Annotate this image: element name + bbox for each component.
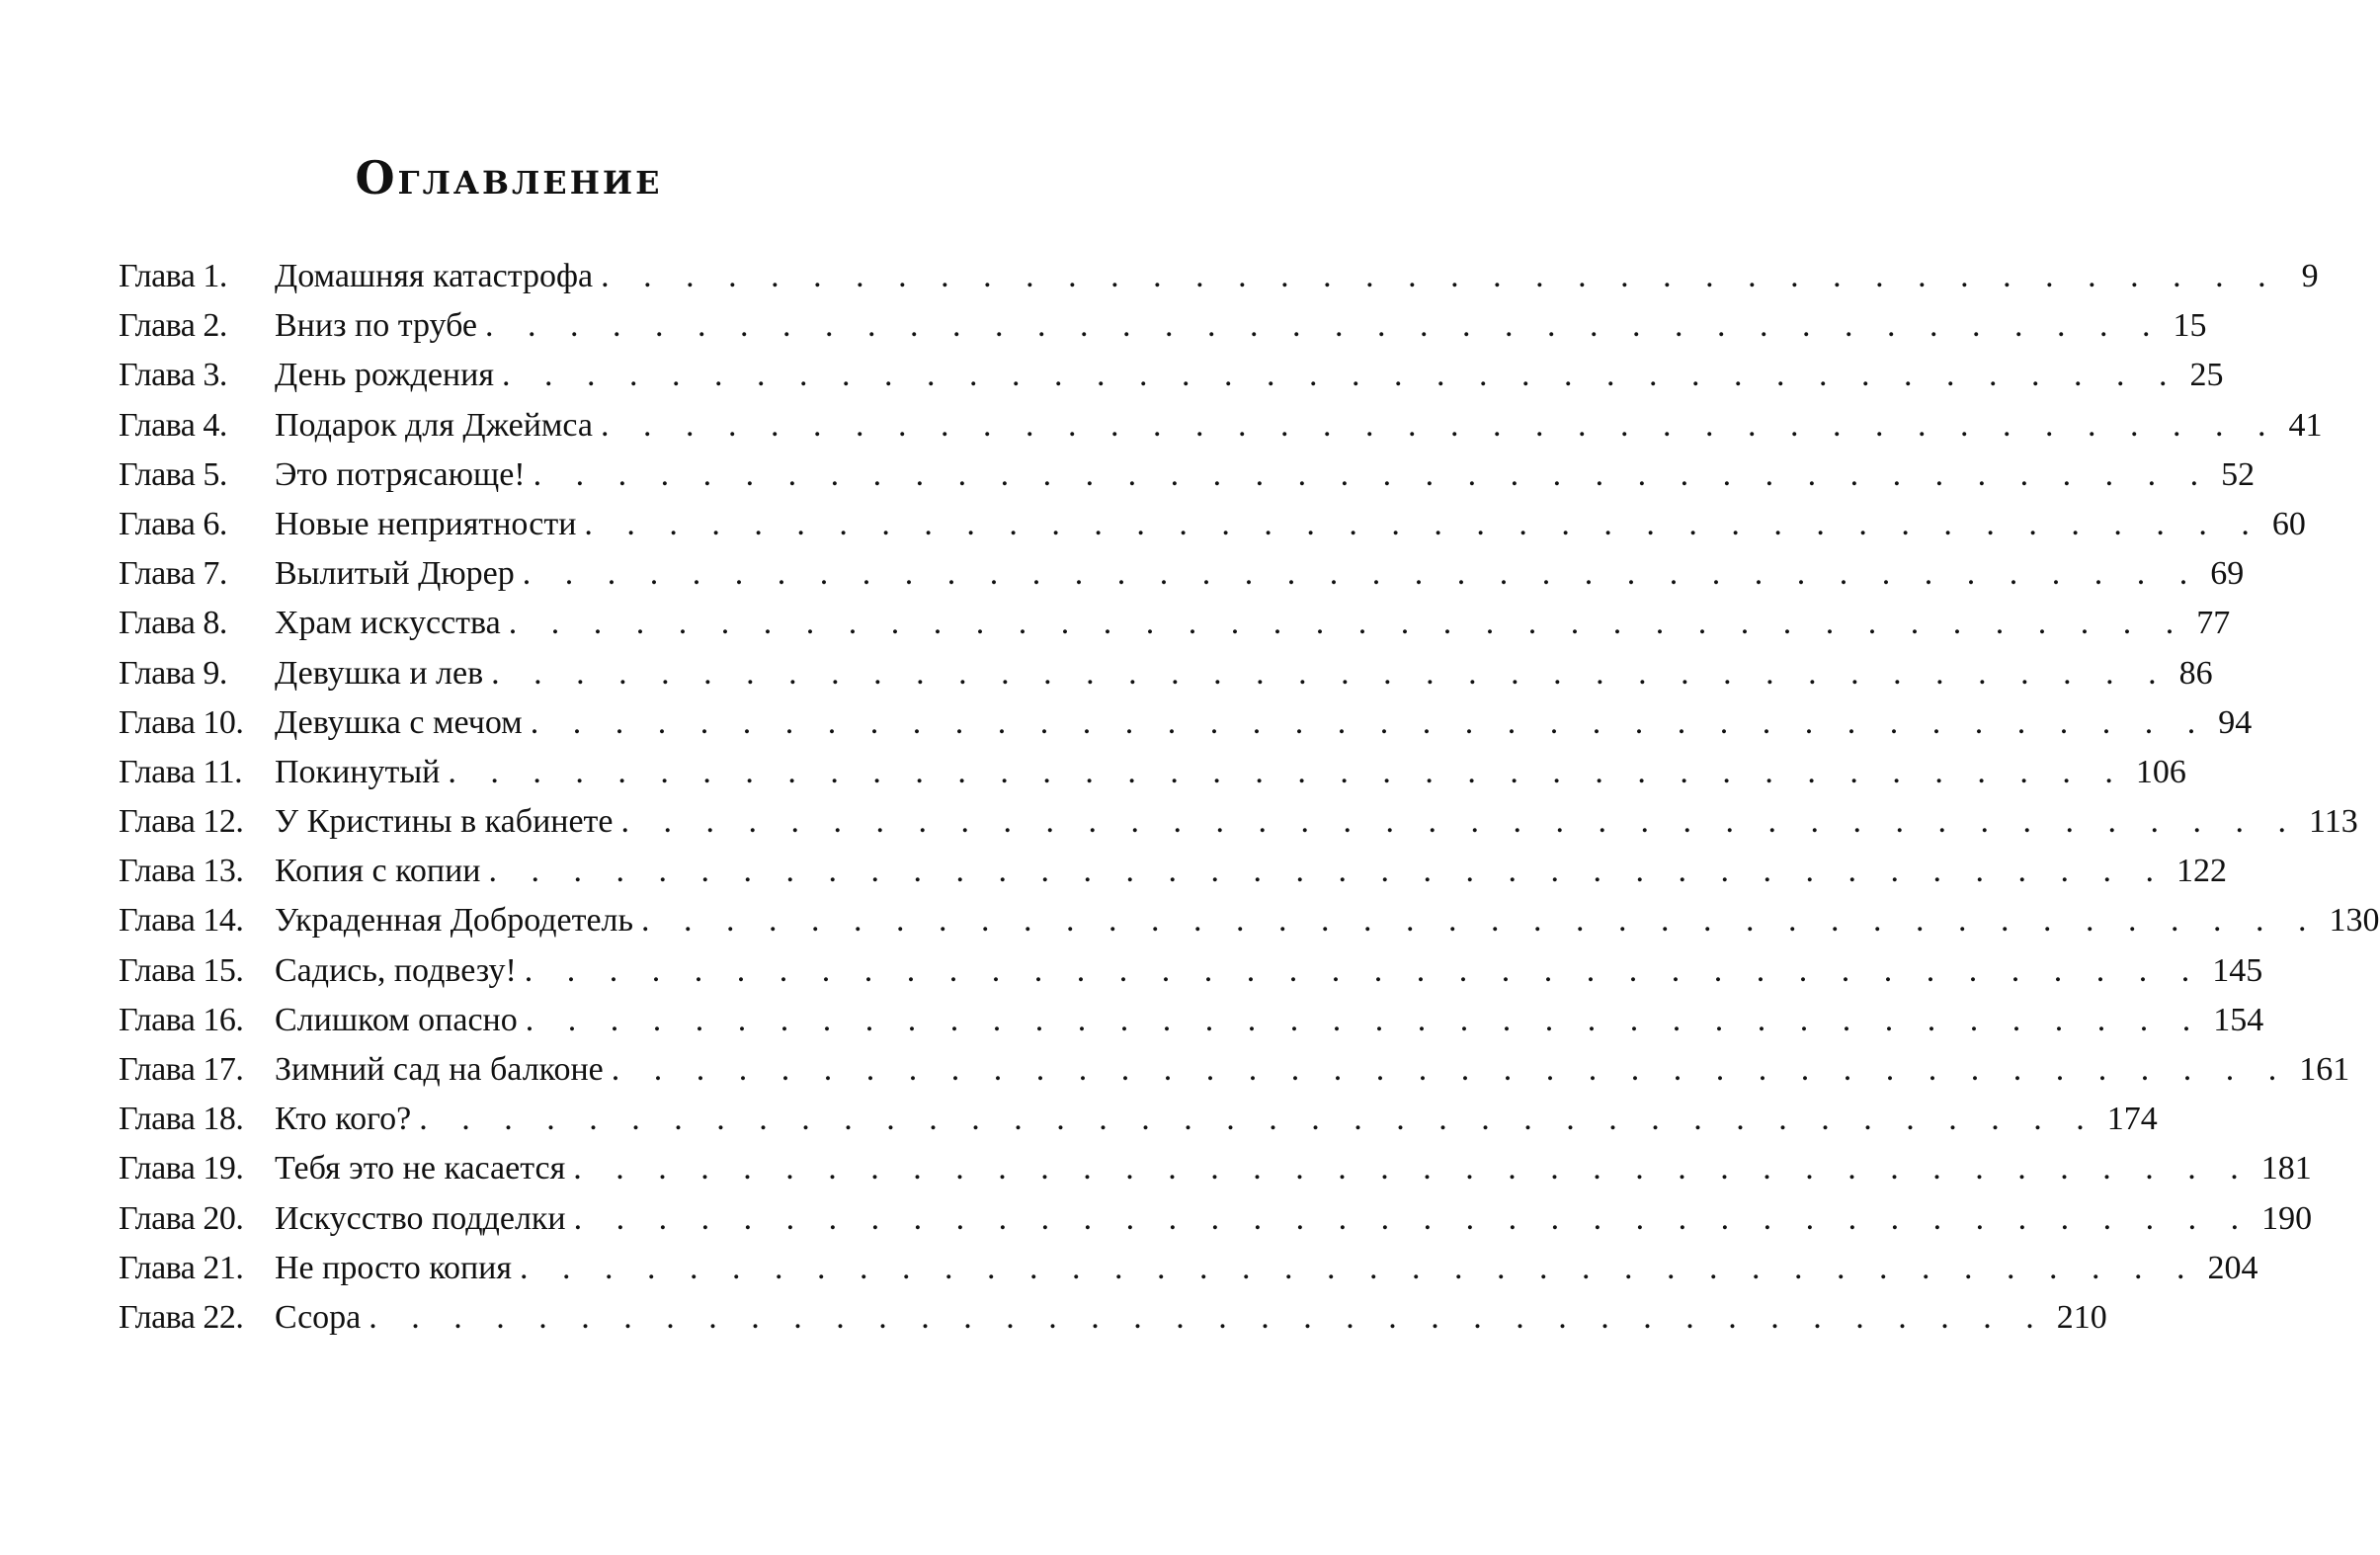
- page-number: 77: [2196, 605, 2231, 642]
- toc-entry: [119, 896, 2380, 945]
- dot-leader: . . . . . . . . . . . . . . . . . . . . . . . . . . . . . . . . . . . . . . . .: [501, 357, 2180, 394]
- chapter-label: Глава 17.: [119, 1051, 244, 1088]
- dot-leader: . . . . . . . . . . . . . . . . . . . . . . . . . . . . . . . . . . . . . . . .: [491, 654, 2170, 692]
- dot-leader: . . . . . . . . . . . . . . . . . . . . . . . . . . . . . . . . . . . . . . . .: [419, 1101, 2097, 1138]
- page-number: 25: [2189, 357, 2224, 394]
- chapter-title: Зимний сад на балконе: [275, 1051, 604, 1088]
- dot-leader: . . . . . . . . . . . . . . . . . . . . . . . . . . . . . . . . . . . . . . . .: [488, 853, 2167, 890]
- dot-leader: . . . . . . . . . . . . . . . . . . . . . . . . . . . . . . . . . . . . . . . .: [641, 902, 2320, 940]
- page-number: 190: [2261, 1199, 2313, 1237]
- chapter-label: Глава 10.: [119, 703, 244, 741]
- toc-entry: [119, 797, 2358, 847]
- chapter-title: Кто кого?: [275, 1101, 412, 1138]
- chapter-label: Глава 19.: [119, 1150, 244, 1187]
- chapter-title: Новые неприятности: [275, 505, 577, 542]
- dot-leader: . . . . . . . . . . . . . . . . . . . . . . . . . . . . . . . . . . . . . . . .: [530, 703, 2209, 741]
- toc-entry: [119, 351, 2224, 400]
- dot-leader: . . . . . . . . . . . . . . . . . . . . . . . . . . . . . . . . . . . . . . . .: [369, 1298, 2047, 1336]
- toc-entry: [119, 1095, 2158, 1144]
- chapter-label: Глава 1.: [119, 258, 227, 294]
- page-number: 122: [2175, 853, 2227, 890]
- chapter-title: Вылитый Дюрер: [275, 555, 515, 593]
- chapter-title: Это потрясающе!: [275, 455, 526, 493]
- dot-leader: . . . . . . . . . . . . . . . . . . . . . . . . . . . . . . . . . . . . . . . .: [573, 1150, 2252, 1187]
- page-number: 174: [2106, 1101, 2158, 1138]
- toc-entry: [119, 301, 2207, 351]
- page-number: 154: [2213, 1001, 2264, 1038]
- chapter-label: Глава 18.: [119, 1101, 244, 1138]
- chapter-label: Глава 16.: [119, 1001, 244, 1038]
- dot-leader: . . . . . . . . . . . . . . . . . . . . . . . . . . . . . . . . . . . . . . . .: [448, 753, 2126, 790]
- chapter-title: Садись, подвезу!: [275, 951, 517, 989]
- toc-entry: [119, 649, 2213, 698]
- page-number: 145: [2212, 951, 2263, 989]
- page-number: 113: [2309, 803, 2358, 841]
- chapter-title: Храм искусства: [275, 605, 501, 642]
- dot-leader: . . . . . . . . . . . . . . . . . . . . . . . . . . . . . . . . . . . . . . . .: [525, 1001, 2204, 1038]
- chapter-title: Ссора: [275, 1298, 362, 1336]
- chapter-label: Глава 3.: [119, 357, 227, 394]
- chapter-title: Вниз по трубе: [275, 307, 478, 345]
- dot-leader: . . . . . . . . . . . . . . . . . . . . . . . . . . . . . . . . . . . . . . . .: [601, 406, 2279, 444]
- chapter-label: Глава 22.: [119, 1298, 244, 1336]
- chapter-label: Глава 8.: [119, 605, 227, 642]
- page-number: 86: [2178, 654, 2213, 692]
- chapter-label: Глава 6.: [119, 505, 227, 542]
- chapter-label: Глава 12.: [119, 803, 244, 841]
- toc-entry: [119, 847, 2227, 896]
- page-number: 130: [2329, 902, 2380, 940]
- dot-leader: . . . . . . . . . . . . . . . . . . . . . . . . . . . . . . . . . . . . . . . .: [524, 951, 2203, 989]
- chapter-title: Девушка и лев: [275, 654, 484, 692]
- chapter-label: Глава 11.: [119, 753, 243, 790]
- toc-entry: [119, 252, 2319, 301]
- toc-entry: [119, 748, 2186, 797]
- chapter-label: Глава 21.: [119, 1249, 244, 1286]
- chapter-title: У Кристины в кабинете: [275, 803, 614, 841]
- toc-entry: [119, 946, 2263, 996]
- chapter-label: Глава 5.: [119, 455, 227, 493]
- dot-leader: . . . . . . . . . . . . . . . . . . . . . . . . . . . . . . . . . . . . . . . .: [533, 455, 2212, 493]
- dot-leader: . . . . . . . . . . . . . . . . . . . . . . . . . . . . . . . . . . . . . . . .: [520, 1249, 2198, 1286]
- page-number: 181: [2260, 1150, 2312, 1187]
- chapter-title: Слишком опасно: [275, 1001, 518, 1038]
- chapter-title: Копия с копии: [275, 853, 481, 890]
- page-number: 52: [2221, 455, 2256, 493]
- toc-entry: [119, 500, 2306, 549]
- chapter-label: Глава 13.: [119, 853, 244, 890]
- page-title: Оглавление: [355, 151, 663, 205]
- chapter-title: День рождения: [275, 357, 494, 394]
- dot-leader: . . . . . . . . . . . . . . . . . . . . . . . . . . . . . . . . . . . . . . . .: [601, 258, 2279, 294]
- chapter-title: Домашняя катастрофа: [275, 258, 594, 294]
- toc-entry: [119, 549, 2245, 599]
- chapter-title: Покинутый: [275, 753, 441, 790]
- toc-entry: [119, 450, 2256, 500]
- chapter-label: Глава 14.: [119, 902, 244, 940]
- toc-entry: [119, 1194, 2313, 1244]
- page-number: 161: [2299, 1051, 2350, 1088]
- toc-entry: [119, 1293, 2107, 1343]
- page-number: 94: [2218, 703, 2253, 741]
- toc-entry: [119, 599, 2231, 648]
- page-number: 60: [2271, 505, 2306, 542]
- chapter-title: Не просто копия: [275, 1249, 513, 1286]
- chapter-title: Девушка с мечом: [275, 703, 523, 741]
- dot-leader: . . . . . . . . . . . . . . . . . . . . . . . . . . . . . . . . . . . . . . . .: [522, 555, 2201, 593]
- chapter-title: Тебя это не касается: [275, 1150, 566, 1187]
- chapter-label: Глава 9.: [119, 654, 227, 692]
- toc-entry: [119, 996, 2264, 1045]
- page-number: 41: [2288, 406, 2323, 444]
- chapter-label: Глава 2.: [119, 307, 227, 345]
- page-number: 106: [2135, 753, 2186, 790]
- page-number: 204: [2207, 1249, 2258, 1286]
- dot-leader: . . . . . . . . . . . . . . . . . . . . . . . . . . . . . . . . . . . . . . . .: [573, 1199, 2253, 1237]
- chapter-title: Искусство подделки: [275, 1199, 566, 1237]
- toc-entry: [119, 1144, 2312, 1193]
- chapter-label: Глава 4.: [119, 406, 227, 444]
- page-number: 69: [2210, 555, 2245, 593]
- toc-entry: [119, 401, 2323, 450]
- page-number: 210: [2056, 1298, 2107, 1336]
- dot-leader: . . . . . . . . . . . . . . . . . . . . . . . . . . . . . . . . . . . . . . . .: [620, 803, 2300, 841]
- chapter-label: Глава 15.: [119, 951, 244, 989]
- chapter-title: Подарок для Джеймса: [275, 406, 594, 444]
- toc-entry: [119, 1045, 2350, 1095]
- dot-leader: . . . . . . . . . . . . . . . . . . . . . . . . . . . . . . . . . . . . . . . .: [611, 1051, 2290, 1088]
- chapter-label: Глава 20.: [119, 1199, 244, 1237]
- toc-entry: [119, 1244, 2258, 1293]
- table-of-contents: [119, 252, 2380, 1343]
- chapter-label: Глава 7.: [119, 555, 227, 593]
- dot-leader: . . . . . . . . . . . . . . . . . . . . . . . . . . . . . . . . . . . . . . . .: [508, 605, 2187, 642]
- page-number: 9: [2301, 258, 2319, 294]
- dot-leader: . . . . . . . . . . . . . . . . . . . . . . . . . . . . . . . . . . . . . . . .: [485, 307, 2164, 345]
- page-number: 15: [2173, 307, 2207, 345]
- dot-leader: . . . . . . . . . . . . . . . . . . . . . . . . . . . . . . . . . . . . . . . .: [584, 505, 2262, 542]
- toc-entry: [119, 698, 2253, 748]
- chapter-title: Украденная Добродетель: [275, 902, 634, 940]
